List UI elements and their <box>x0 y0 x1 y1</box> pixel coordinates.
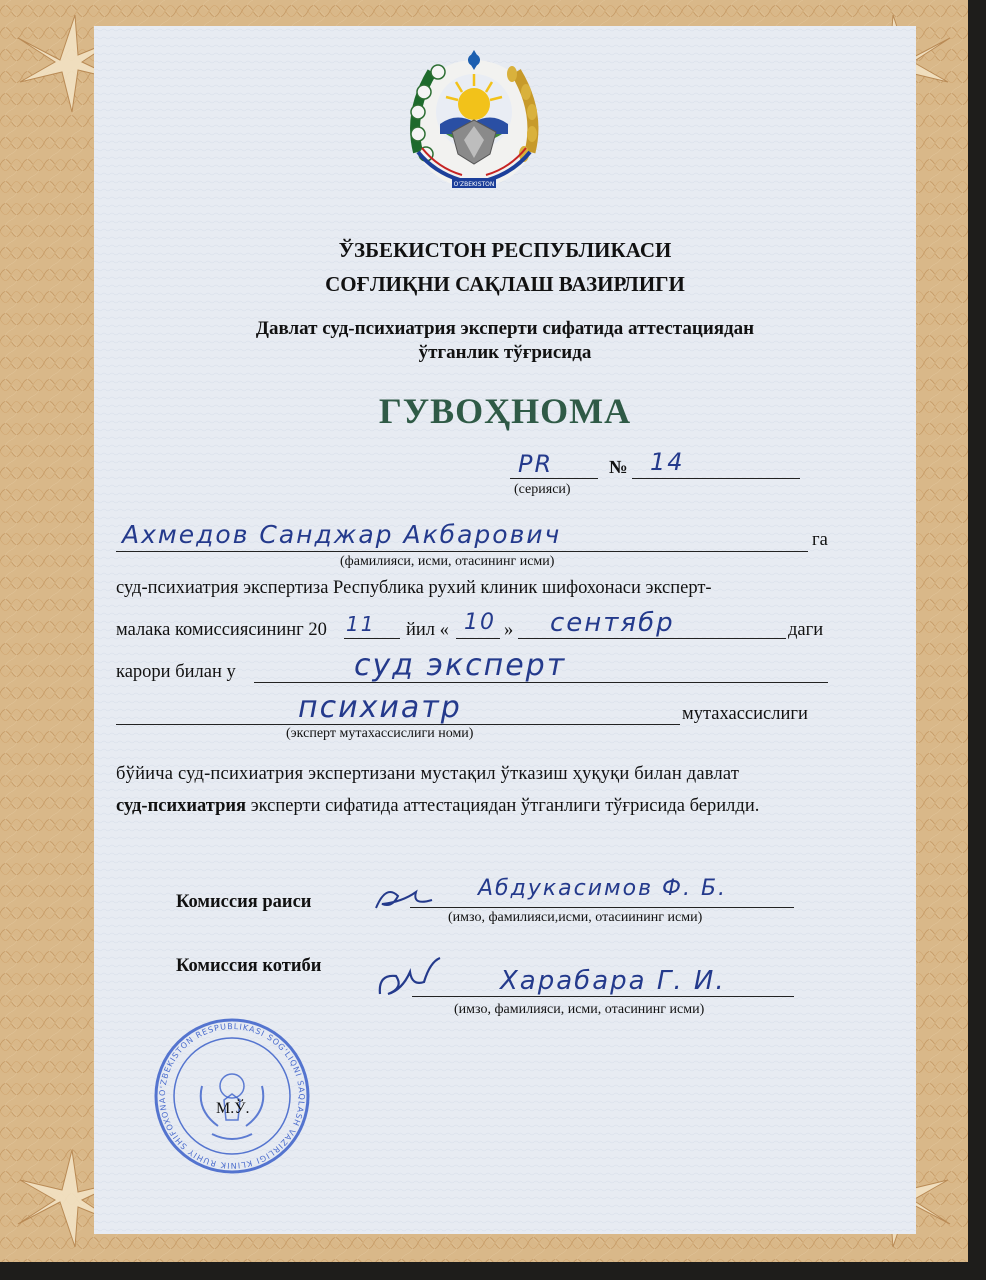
specialty-line-1: суд эксперт <box>354 648 567 683</box>
text-line-3: карори билан у <box>116 662 236 682</box>
subtitle-line-2: ўтганлик тўғрисида <box>418 342 592 363</box>
certificate-body <box>94 26 916 1234</box>
secretary-caption: (имзо, фамилияси, исми, отасининг исми) <box>454 1002 705 1017</box>
paragraph-rest: эксперти сифатида аттестациядан ўтганлиги тўғрисида берилди. <box>246 796 760 816</box>
ministry-title: СОҒЛИҚНИ САҚЛАШ ВАЗИРЛИГИ <box>325 272 685 296</box>
chair-signature <box>372 878 442 918</box>
subtitle-line-1: Давлат суд-психиатрия эксперти сифатида аттестациядан <box>255 318 755 339</box>
secretary-label: Комиссия котиби <box>176 956 322 976</box>
series-value: PR <box>518 450 554 478</box>
name-suffix: га <box>812 530 828 550</box>
paragraph-line-2 <box>116 796 759 817</box>
number-label: № <box>609 458 628 478</box>
stamp-mark: М.Ў. <box>216 1100 250 1117</box>
chair-label: Комиссия раиси <box>176 892 312 912</box>
year-line <box>344 638 400 639</box>
specialty-line-2-rule <box>116 724 680 725</box>
chair-line <box>410 907 794 908</box>
text-line-2a: малака комиссиясининг 20 <box>116 620 327 640</box>
chair-name: Абдукасимов Ф. Б. <box>478 876 728 901</box>
svg-text:O'ZBEKISTON RESPUBLIKASI SOG'L: O'ZBEKISTON RESPUBLIKASI SOG'LIQNI SAQLASH VAZIRLIGI KLINIK RUHIY SHIFOXONA <box>157 1021 307 1171</box>
series-line <box>510 478 598 479</box>
day-value: 10 <box>464 610 496 635</box>
text-line-2d: даги <box>788 620 824 640</box>
name-caption: (фамилияси, исми, отасининг исми) <box>340 554 555 569</box>
holder-name: Ахмедов Санджар Акбарович <box>122 520 562 549</box>
number-value: 14 <box>650 448 685 476</box>
day-line <box>456 638 500 639</box>
secretary-name: Харабара Г. И. <box>500 966 726 996</box>
document-title: ГУВОҲНОМА <box>378 391 632 431</box>
specialty-suffix: мутахассислиги <box>682 704 808 724</box>
month-value: сентябр <box>550 608 675 638</box>
name-line <box>116 551 808 552</box>
text-line-2b: йил « <box>406 620 449 640</box>
series-caption: (серияси) <box>514 482 571 497</box>
specialty-caption: (эксперт мутахассислиги номи) <box>286 726 474 741</box>
number-line <box>632 478 800 479</box>
chair-caption: (имзо, фамилияси,исми, отасиининг исми) <box>448 910 703 925</box>
text-line-1: суд-психиатрия экспертиза Республика рухий клиник шифохонаси эксперт- <box>116 578 712 598</box>
text-line-2c: » <box>504 620 514 640</box>
svg-text:O'ZBEKISTON: O'ZBEKISTON <box>453 181 495 188</box>
official-stamp-icon <box>152 1016 312 1176</box>
paragraph-bold-term: суд-психиатрия <box>116 796 247 816</box>
year-value: 11 <box>346 612 376 636</box>
month-line <box>518 638 786 639</box>
coat-of-arms-icon <box>394 42 554 202</box>
secretary-line <box>412 996 794 997</box>
specialty-line-1-rule <box>254 682 828 683</box>
country-title: ЎЗБЕКИСТОН РЕСПУБЛИКАСИ <box>338 238 672 262</box>
paragraph-line-1: бўйича суд-психиатрия экспертизани мустақил ўтказиш ҳуқуқи билан давлат <box>116 764 740 784</box>
specialty-line-2: психиатр <box>298 690 462 725</box>
